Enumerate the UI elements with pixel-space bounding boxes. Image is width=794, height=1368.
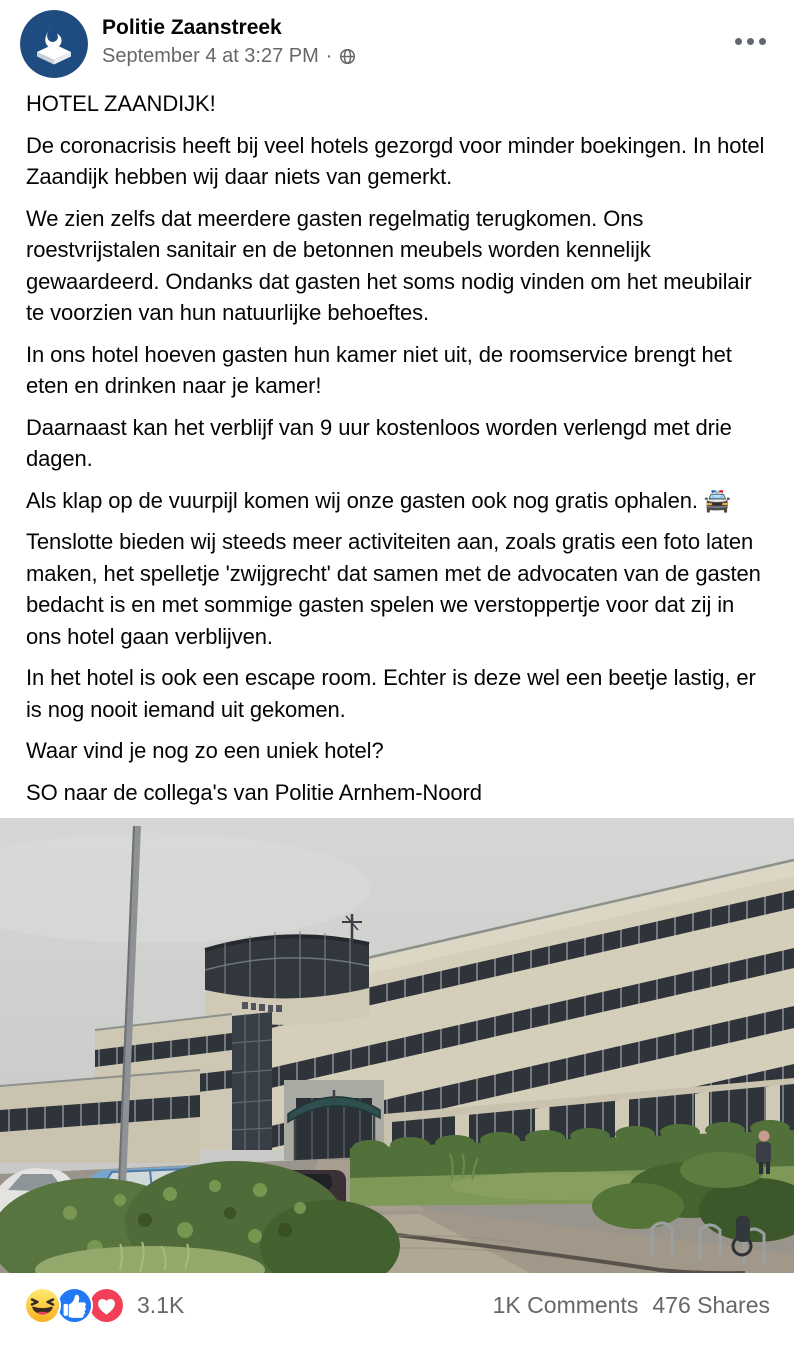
post-paragraph: We zien zelfs dat meerdere gasten regelmatig terugkomen. Ons roestvrijstalen sanitair en de betonnen meubels worden kennelijk gewaardeerd. Ondanks dat gasten het soms nodig vinden om het meubilair te voorzien van hun natuurlijke behoeftes. (26, 205, 752, 325)
love-reaction-icon[interactable] (88, 1287, 125, 1324)
engagement-counts (493, 1292, 770, 1319)
post-paragraph: In ons hotel hoeven gasten hun kamer niet uit, de roomservice brengt het eten en drinken naar je kamer! (26, 341, 732, 398)
stairwell-glass (232, 1012, 272, 1150)
haha-reaction-icon[interactable] (24, 1287, 61, 1324)
post-meta[interactable] (102, 45, 727, 68)
post-paragraph: Als klap op de vuurpijl komen wij onze gasten ook nog gratis ophalen. 🚔 (26, 487, 732, 513)
post-text (0, 84, 794, 808)
police-logo-icon (20, 10, 88, 78)
avatar[interactable] (20, 10, 88, 78)
shares-count[interactable]: 476 Shares (652, 1291, 770, 1318)
post-paragraph: Daarnaast kan het verblijf van 9 uur kostenloos worden verlengd met drie dagen. (26, 414, 732, 471)
left-annex (0, 1070, 200, 1163)
post-paragraph: HOTEL ZAANDIJK! (26, 91, 216, 116)
post-header (0, 0, 794, 84)
post-paragraph: SO naar de collega's van Politie Arnhem-Noord (26, 779, 482, 805)
post-footer (0, 1273, 794, 1337)
post-paragraph: Waar vind je nog zo een uniek hotel? (26, 738, 384, 763)
header-text (102, 10, 727, 68)
reaction-count[interactable]: 3.1K (137, 1291, 185, 1318)
comments-count[interactable]: 1K Comments (492, 1291, 639, 1318)
post-paragraph: In het hotel is ook een escape room. Echter is deze wel een beetje lastig, er is nog nooit iemand uit gekomen. (26, 665, 756, 722)
post-options-icon[interactable] (727, 10, 774, 53)
post-photo[interactable] (0, 818, 794, 1273)
reactions-summary[interactable] (24, 1287, 184, 1324)
page-name[interactable]: Politie Zaanstreek (102, 16, 282, 39)
like-reaction-icon[interactable] (56, 1287, 93, 1324)
timestamp[interactable]: September 4 at 3:27 PM (102, 45, 319, 68)
globe-icon (339, 48, 356, 65)
post-paragraph: Tenslotte bieden wij steeds meer activiteiten aan, zoals gratis een foto laten maken, het spelletje 'zwijgrecht' dat samen met de advocaten van de gasten bedacht is en met sommige gasten spelen we verstoppertje voor dat zij in ons hotel gaan verblijven. (26, 529, 761, 649)
post-paragraph: De coronacrisis heeft bij veel hotels gezorgd voor minder boekingen. In hotel Zaandijk hebben wij daar niets van gemerkt. (26, 132, 765, 189)
meta-separator: · (325, 45, 333, 68)
police-station-photo (0, 818, 794, 1273)
